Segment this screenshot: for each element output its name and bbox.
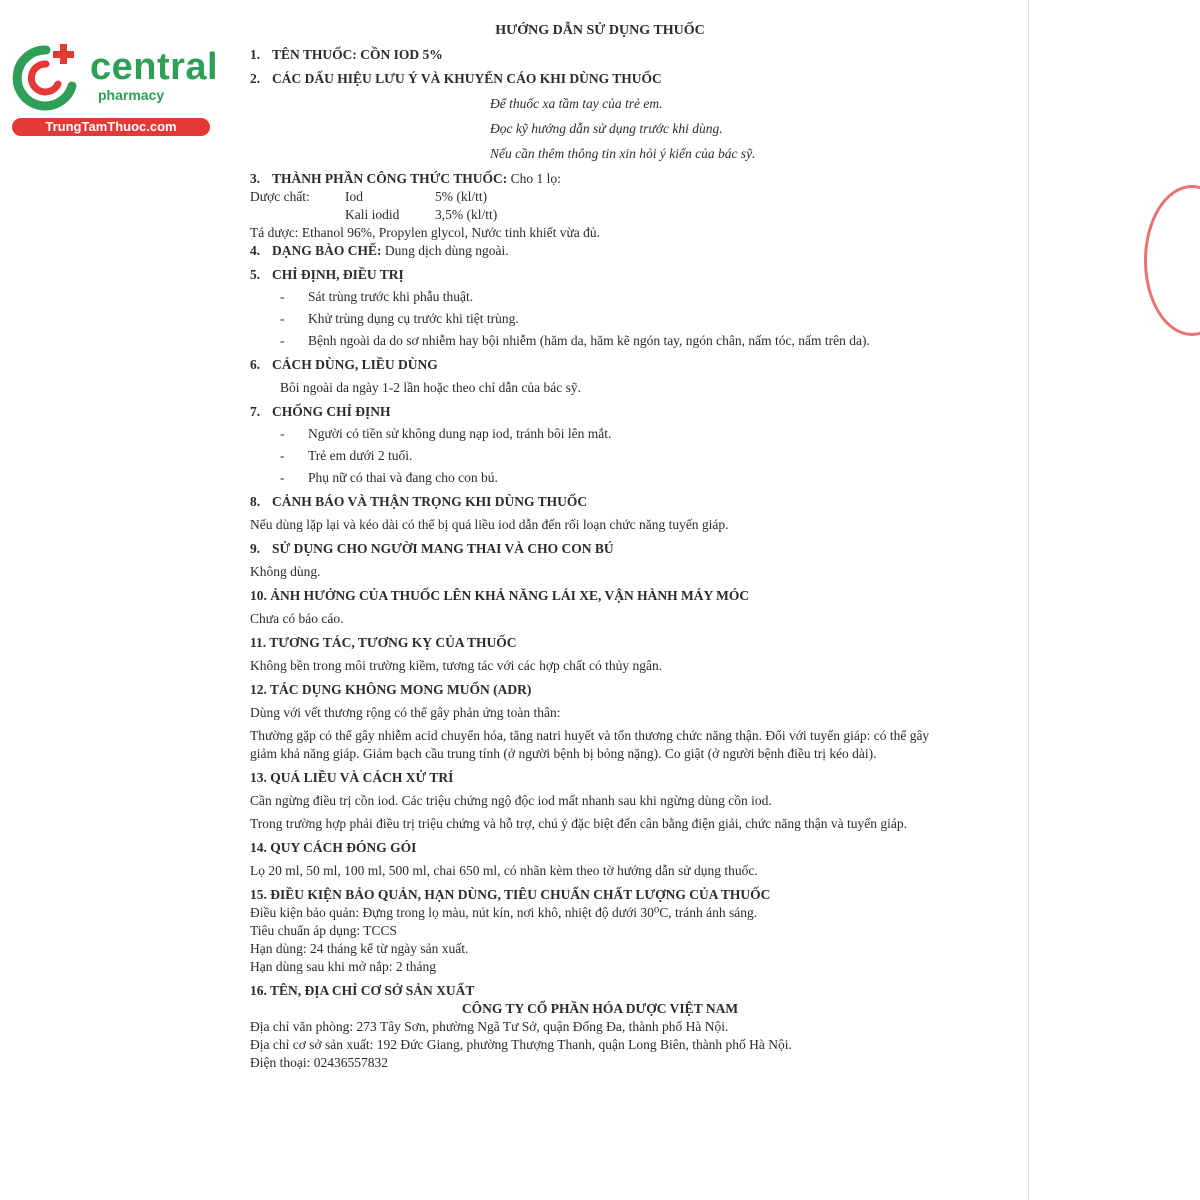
section-12: 12. TÁC DỤNG KHÔNG MONG MUỐN (ADR) — [250, 682, 532, 697]
section-7: 7. CHỐNG CHỈ ĐỊNH — [250, 404, 391, 419]
section-text: Tiêu chuẩn áp dụng: TCCS — [250, 923, 398, 938]
brand-name: central — [90, 46, 219, 88]
section-text: Điều kiện bảo quản: Đựng trong lọ màu, nút kín, nơi khô, nhiệt độ dưới 30⁰C, tránh ánh sáng. — [250, 905, 758, 920]
leaflet-document — [250, 22, 950, 1072]
section-8: 8. CẢNH BÁO VÀ THẬN TRỌNG KHI DÙNG THUỐC — [250, 494, 588, 509]
brand-sub: pharmacy — [98, 87, 165, 103]
section-text: Chưa có báo cáo. — [250, 611, 344, 626]
list-item: - Bệnh ngoài da do sơ nhiễm hay bội nhiễm (hăm da, hăm kẽ ngón tay, ngón chân, nấm tóc, nấm trên da). — [280, 333, 870, 348]
section-16: 16. TÊN, ĐỊA CHỈ CƠ SỞ SẢN XUẤT — [250, 983, 475, 998]
section-text: Lọ 20 ml, 50 ml, 100 ml, 500 ml, chai 650 ml, có nhãn kèm theo tờ hướng dẫn sử dụng thuốc. — [250, 863, 758, 878]
section-13: 13. QUÁ LIỀU VÀ CÁCH XỬ TRÍ — [250, 770, 454, 785]
company-name: CÔNG TY CỔ PHẦN HÓA DƯỢC VIỆT NAM — [461, 1001, 739, 1016]
section-text: Trong trường hợp phải điều trị triệu chứng và hỗ trợ, chú ý đặc biệt đến cân bằng điện giải, chức năng thận và tuyến giáp. — [250, 816, 907, 831]
section-text: Thường gặp có thể gây nhiễm acid chuyển hóa, tăng natri huyết và tổn thương chức năng thận. Đối với tuyến giáp: có thể gây giảm khả năng giáp. Giảm bạch cầu trung tính (ở người bệnh bị bỏng nặng). Co giật (ở người bệnh điều trị kéo dài). — [250, 728, 930, 761]
section-text: Hạn dùng: 24 tháng kể từ ngày sản xuất. — [250, 941, 469, 956]
section-text: Không bền trong môi trường kiềm, tương tác với các hợp chất có thủy ngân. — [250, 658, 663, 673]
section-14: 14. QUY CÁCH ĐÓNG GÓI — [250, 840, 417, 855]
section-10: 10. ẢNH HƯỞNG CỦA THUỐC LÊN KHẢ NĂNG LÁI XE, VẬN HÀNH MÁY MÓC — [250, 588, 750, 603]
list-item: - Khử trùng dụng cụ trước khi tiệt trùng. — [280, 311, 519, 326]
list-item: - Phụ nữ có thai và đang cho con bú. — [280, 470, 498, 485]
dosage-text: Bôi ngoài da ngày 1-2 lần hoặc theo chỉ dẫn của bác sỹ. — [280, 380, 582, 395]
pharmacy-cross-icon — [10, 42, 82, 114]
ingredient-row: Dược chất: Iod 5% (kl/tt) — [250, 189, 488, 204]
list-item: - Người có tiền sử không dung nạp iod, tránh bôi lên mắt. — [280, 426, 612, 441]
section-2: 2. CÁC DẤU HIỆU LƯU Ý VÀ KHUYẾN CÁO KHI DÙNG THUỐC — [250, 71, 662, 86]
warning-line: Nếu cần thêm thông tin xin hỏi ý kiến của bác sỹ. — [490, 146, 756, 161]
ingredient-row: Kali iodid 3,5% (kl/tt) — [345, 207, 498, 222]
section-1: 1. TÊN THUỐC: CỒN IOD 5% — [250, 47, 443, 62]
section-text: Hạn dùng sau khi mở nắp: 2 tháng — [250, 959, 436, 974]
page-edge — [1028, 0, 1029, 1200]
section-text: Nếu dùng lặp lại và kéo dài có thể bị quá liều iod dẫn đến rối loạn chức năng tuyến giáp. — [250, 517, 729, 532]
factory-address: Địa chỉ cơ sở sản xuất: 192 Đức Giang, phường Thượng Thanh, quận Long Biên, thành phố Hà Nội. — [250, 1037, 792, 1052]
phone: Điện thoại: 02436557832 — [250, 1055, 388, 1070]
section-5: 5. CHỈ ĐỊNH, ĐIỀU TRỊ — [250, 267, 404, 282]
section-4: 4. DẠNG BÀO CHẾ: Dung dịch dùng ngoài. — [250, 243, 509, 258]
list-item: - Sát trùng trước khi phẫu thuật. — [280, 289, 474, 304]
central-pharmacy-logo — [10, 36, 219, 136]
section-9: 9. SỬ DỤNG CHO NGƯỜI MANG THAI VÀ CHO CON BÚ — [250, 541, 614, 556]
section-3: 3. THÀNH PHẦN CÔNG THỨC THUỐC: Cho 1 lọ: — [250, 171, 561, 186]
red-seal-stamp — [1144, 185, 1200, 336]
section-15: 15. ĐIỀU KIỆN BẢO QUẢN, HẠN DÙNG, TIÊU CHUẨN CHẤT LƯỢNG CỦA THUỐC — [250, 887, 771, 902]
section-6: 6. CÁCH DÙNG, LIỀU DÙNG — [250, 357, 438, 372]
section-text: Cần ngừng điều trị cồn iod. Các triệu chứng ngộ độc iod mất nhanh sau khi ngừng dùng cồn iod. — [250, 793, 772, 808]
list-item: - Trẻ em dưới 2 tuổi. — [280, 448, 413, 463]
warning-line: Đọc kỹ hướng dẫn sử dụng trước khi dùng. — [490, 121, 723, 136]
warning-line: Để thuốc xa tầm tay của trẻ em. — [490, 96, 663, 111]
section-11: 11. TƯƠNG TÁC, TƯƠNG KỴ CỦA THUỐC — [250, 635, 517, 650]
section-text: Không dùng. — [250, 564, 321, 579]
brand-url: TrungTamThuoc.com — [12, 118, 210, 136]
doc-title: HƯỚNG DẪN SỬ DỤNG THUỐC — [495, 23, 705, 38]
excipients: Tá dược: Ethanol 96%, Propylen glycol, Nước tinh khiết vừa đủ. — [250, 225, 601, 240]
office-address: Địa chỉ văn phòng: 273 Tây Sơn, phường Ngã Tư Sở, quận Đống Đa, thành phố Hà Nội. — [250, 1019, 729, 1034]
section-text: Dùng với vết thương rộng có thể gây phản ứng toàn thân: — [250, 705, 561, 720]
